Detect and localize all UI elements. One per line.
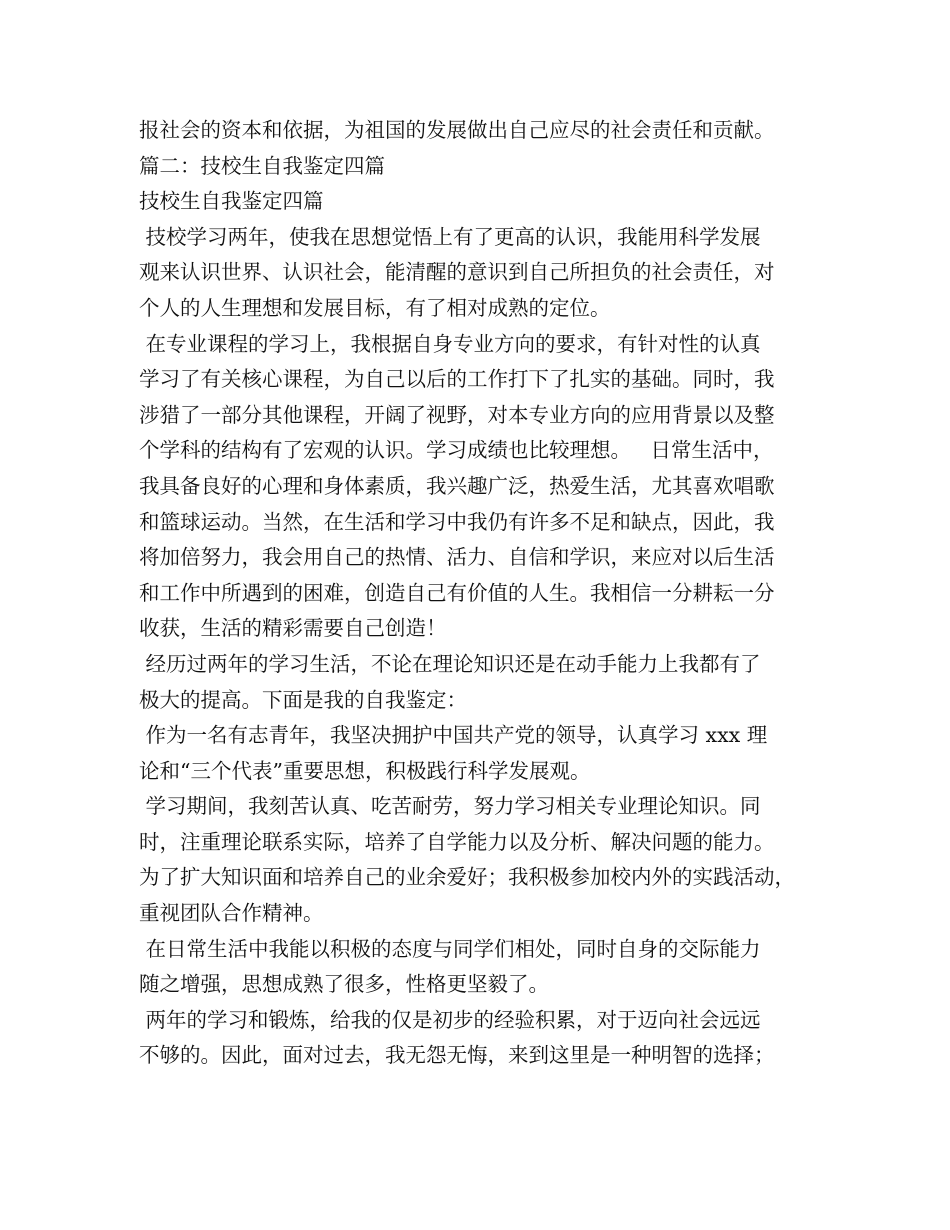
text-line: 学习期间，我刻苦认真、吃苦耐劳，努力学习相关专业理论知识。同 bbox=[139, 794, 761, 819]
text-line: 个学科的结构有了宏观的认识。学习成绩也比较理想。 日常生活中， bbox=[139, 438, 774, 463]
text-line: 重视团队合作精神。 bbox=[139, 901, 324, 926]
text-line: 两年的学习和锻炼，给我的仅是初步的经验积累，对于迈向社会远远 bbox=[139, 1007, 761, 1032]
text-line: 作为一名有志青年，我坚决拥护中国共产党的领导，认真学习 xxx 理 bbox=[139, 723, 768, 748]
text-line: 技校学习两年，使我在思想觉悟上有了更高的认识，我能用科学发展 bbox=[139, 224, 761, 249]
document-body bbox=[139, 113, 819, 1074]
text-line: 随之增强，思想成熟了很多，性格更坚毅了。 bbox=[139, 972, 549, 997]
text-line: 和篮球运动。当然，在生活和学习中我仍有许多不足和缺点，因此，我 bbox=[139, 509, 775, 534]
text-line: 报社会的资本和依据，为祖国的发展做出自己应尽的社会责任和贡献。 bbox=[139, 118, 775, 142]
text-line: 学习了有关核心课程，为自己以后的工作打下了扎实的基础。同时，我 bbox=[139, 367, 775, 392]
text-line: 我具备良好的心理和身体素质，我兴趣广泛，热爱生活，尤其喜欢唱歌 bbox=[139, 473, 775, 498]
text-line: 个人的人生理想和发展目标，有了相对成熟的定位。 bbox=[139, 295, 611, 320]
article-title: 技校生自我鉴定四篇 bbox=[139, 189, 324, 214]
text-line: 观来认识世界、认识社会，能清醒的意识到自己所担负的社会责任，对 bbox=[139, 260, 775, 285]
text-line: 在专业课程的学习上，我根据自身专业方向的要求，有针对性的认真 bbox=[139, 331, 761, 356]
section-heading: 篇二：技校生自我鉴定四篇 bbox=[139, 153, 385, 178]
text-line: 不够的。因此，面对过去，我无怨无悔，来到这里是一种明智的选择； bbox=[139, 1043, 775, 1068]
text-line: 论和“三个代表”重要思想，积极践行科学发展观。 bbox=[139, 758, 591, 783]
text-line: 经历过两年的学习生活，不论在理论知识还是在动手能力上我都有了 bbox=[139, 651, 761, 676]
text-line: 收获，生活的精彩需要自己创造！ bbox=[139, 616, 447, 641]
text-line: 时，注重理论联系实际，培养了自学能力以及分析、解决问题的能力。 bbox=[139, 829, 775, 854]
text-line: 极大的提高。下面是我的自我鉴定： bbox=[139, 687, 467, 712]
text-line: 和工作中所遇到的困难，创造自己有价值的人生。我相信一分耕耘一分 bbox=[139, 580, 775, 605]
text-line: 为了扩大知识面和培养自己的业余爱好；我积极参加校内外的实践活动， bbox=[139, 865, 795, 890]
text-line: 将加倍努力，我会用自己的热情、活力、自信和学识，来应对以后生活 bbox=[139, 545, 775, 570]
text-line: 在日常生活中我能以积极的态度与同学们相处，同时自身的交际能力 bbox=[139, 936, 761, 961]
text-line: 涉猎了一部分其他课程，开阔了视野，对本专业方向的应用背景以及整 bbox=[139, 402, 775, 427]
